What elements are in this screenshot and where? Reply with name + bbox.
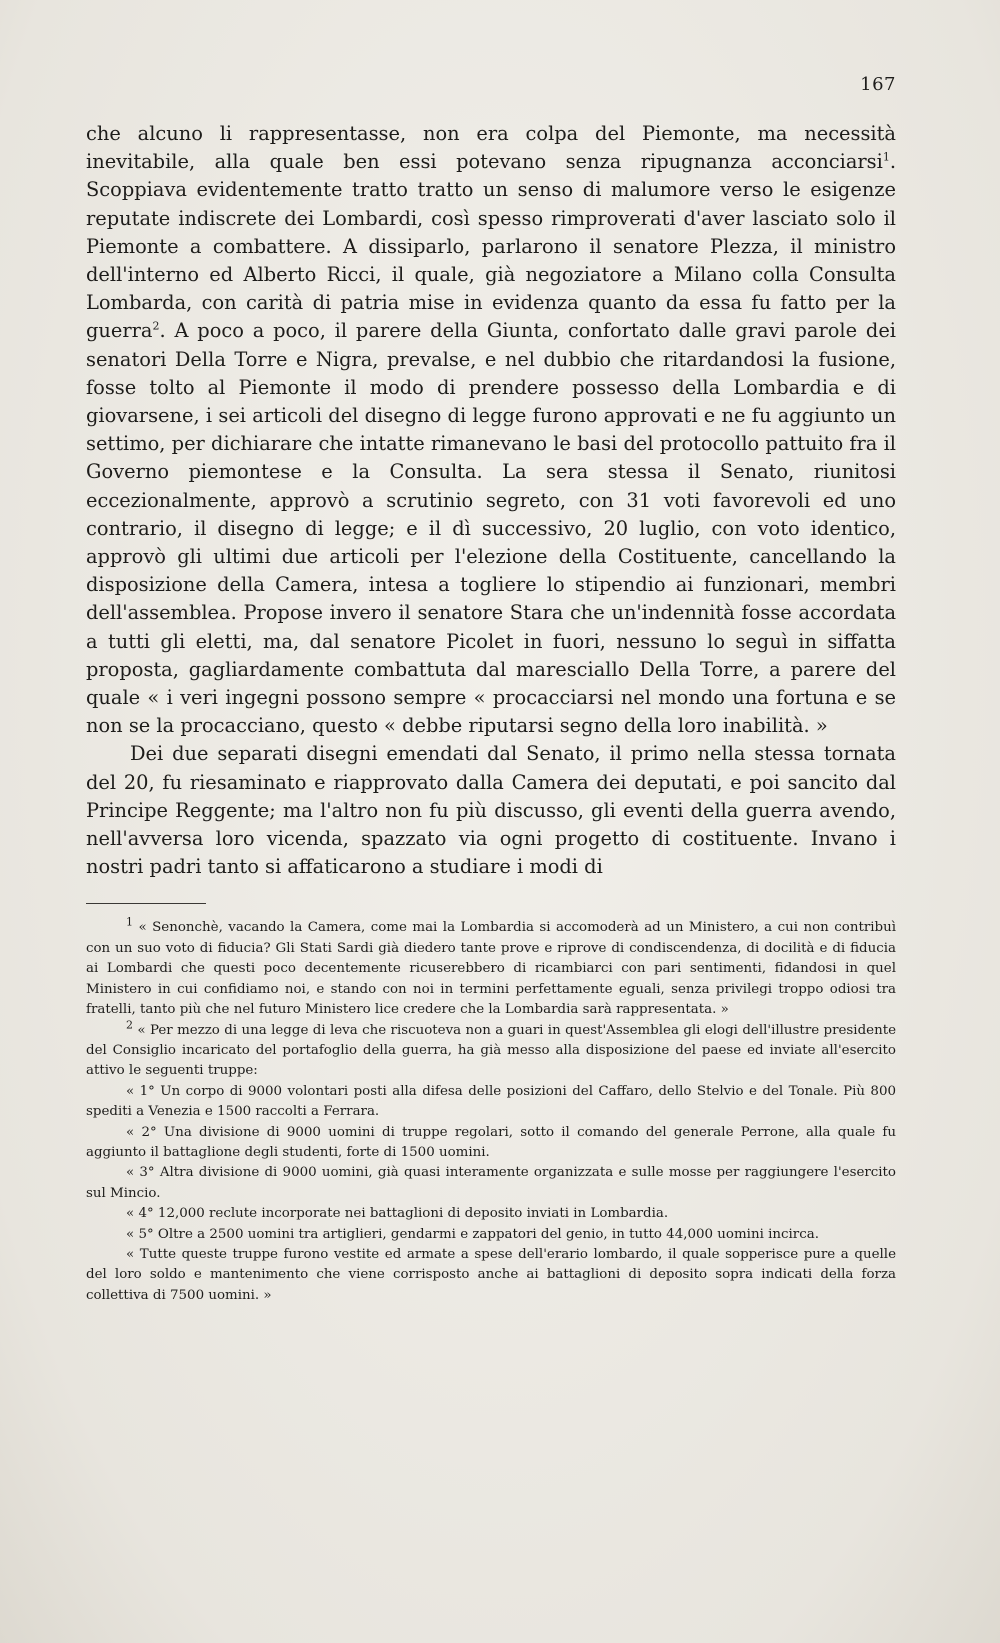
footnote-2-item-4: « 4° 12,000 reclute incorporate nei battaglioni di deposito inviati in Lombardia. [126, 1206, 669, 1222]
main-text [86, 120, 896, 881]
footnote-ref-2[interactable]: 2 [152, 319, 160, 333]
paragraph-1-text-c: . A poco a poco, il parere della Giunta, confortato dalle gravi parole dei senatori Della Torre e Nigra, prevalse, e nel dubbio che ritardandosi la fusione, fosse tolto al Piemonte il modo di prendere possesso della Lombardia e di giovarsene, i sei articoli del disegno di legge furono approvati e ne fu aggiunto un settimo, per dichiarare che intatte rimanevano le basi del protocollo pattuito fra il Governo piemontese e la Consulta. La sera stessa il Senato, riunitosi eccezionalmente, approvò a scrutinio segreto, con 31 voti favorevoli ed uno contrario, il disegno di legge; e il dì successivo, 20 luglio, con voto identico, approvò gli ultimi due articoli per l'elezione della Costituente, cancellando la disposizione della Camera, intesa a togliere lo stipendio ai funzionari, membri dell'assemblea. Propose invero il senatore Stara che un'indennità fosse accordata a tutti gli eletti, ma, dal senatore Picolet in fuori, nessuno lo seguì in siffatta proposta, gagliardamente combattuta dal maresciallo Della Torre, a parere del quale « i veri ingegni possono sempre « procacciarsi nel mondo una fortuna e se non se la procacciano, questo « debbe riputarsi segno della loro inabilità. » [86, 319, 896, 738]
footnote-2-item-3: « 3° Altra divisione di 9000 uomini, già quasi interamente organizzata e sulle mosse per raggiungere l'esercito sul Mincio. [86, 1165, 896, 1201]
footnote-2 [86, 1018, 896, 1082]
page-number: 167 [860, 74, 896, 95]
paragraph-2: Dei due separati disegni emendati dal Senato, il primo nella stessa tornata del 20, fu riesaminato e riapprovato dalla Camera dei deputati, e poi sancito dal Principe Reggente; ma l'altro non fu più discusso, gli eventi della guerra avendo, nell'avversa loro vicenda, spazzato via ogni progetto di costituente. Invano i nostri padri tanto si affaticarono a studiare i modi di [86, 742, 896, 879]
footnote-2-item-1: « 1° Un corpo di 9000 volontari posti alla difesa delle posizioni del Caffaro, dello Stelvio e del Tonale. Più 800 spediti a Venezia e 1500 raccolti a Ferrara. [86, 1083, 896, 1120]
footnotes [86, 918, 896, 1306]
paragraph-1-text-a: che alcuno li rappresentasse, non era colpa del Piemonte, ma necessità inevitabile, alla quale ben essi potevano senza ripugnanza acconciarsi [86, 122, 896, 174]
footnote-1 [86, 918, 896, 1020]
footnote-2-item-5: « 5° Oltre a 2500 uomini tra artiglieri, gendarmi e zappatori del genio, in tutto 44,000 uomini incirca. [126, 1226, 819, 1242]
footnote-1-marker: 1 [126, 916, 133, 930]
paragraph-1-text-b: . Scoppiava evidentemente tratto tratto un senso di malumore verso le esigenze reputate indiscrete dei Lombardi, così spesso rimproverati d'aver lasciato solo il Piemonte a combattere. A dissiparlo, parlarono il senatore Plezza, il ministro dell'interno ed Alberto Ricci, il quale, già negoziatore a Milano colla Consulta Lombarda, con carità di patria mise in evidenza quanto da essa fu fatto per la guerra [86, 150, 896, 343]
footnote-2-closing: « Tutte queste truppe furono vestite ed armate a spese dell'erario lombardo, il quale sopperisce pure a quelle del loro soldo e mantenimento che viene corrisposto anche ai battaglioni di deposito sopra indicati della forza collettiva di 7500 uomini. » [86, 1246, 896, 1303]
footnote-ref-1[interactable]: 1 [882, 150, 890, 164]
footnote-2-item-2: « 2° Una divisione di 9000 uomini di truppe regolari, sotto il comando del generale Perrone, alla quale fu aggiunto il battaglione degli studenti, forte di 1500 uomini. [86, 1124, 896, 1160]
footnote-2-marker: 2 [126, 1018, 133, 1032]
footnote-2-text: « Per mezzo di una legge di leva che riscuoteva non a guari in quest'Assemblea gli elogi dell'illustre presidente del Consiglio incaricato del portafoglio della guerra, ha già messo alla disposizione del paese ed inviate all'esercito attivo le seguenti truppe: [86, 1022, 896, 1079]
paragraph-1 [86, 120, 896, 740]
footnote-divider [86, 903, 206, 904]
footnote-1-text: « Senonchè, vacando la Camera, come mai la Lombardia si accomoderà ad un Ministero, a cui non contribuì con un suo voto di fiducia? Gli Stati Sardi già diedero tante prove e riprove di condiscendenza, di docilità e di fiducia ai Lombardi che questi poco decentemente ricuserebbero di ricambiarci con pari sentimenti, fidandosi in quel Ministero in cui confidiamo noi, e stando con noi in termini perfettamente eguali, senza privilegi troppo odiosi tra fratelli, tanto più che nel futuro Ministero lice credere che la Lombardia sarà rappresentata. » [86, 920, 896, 1018]
